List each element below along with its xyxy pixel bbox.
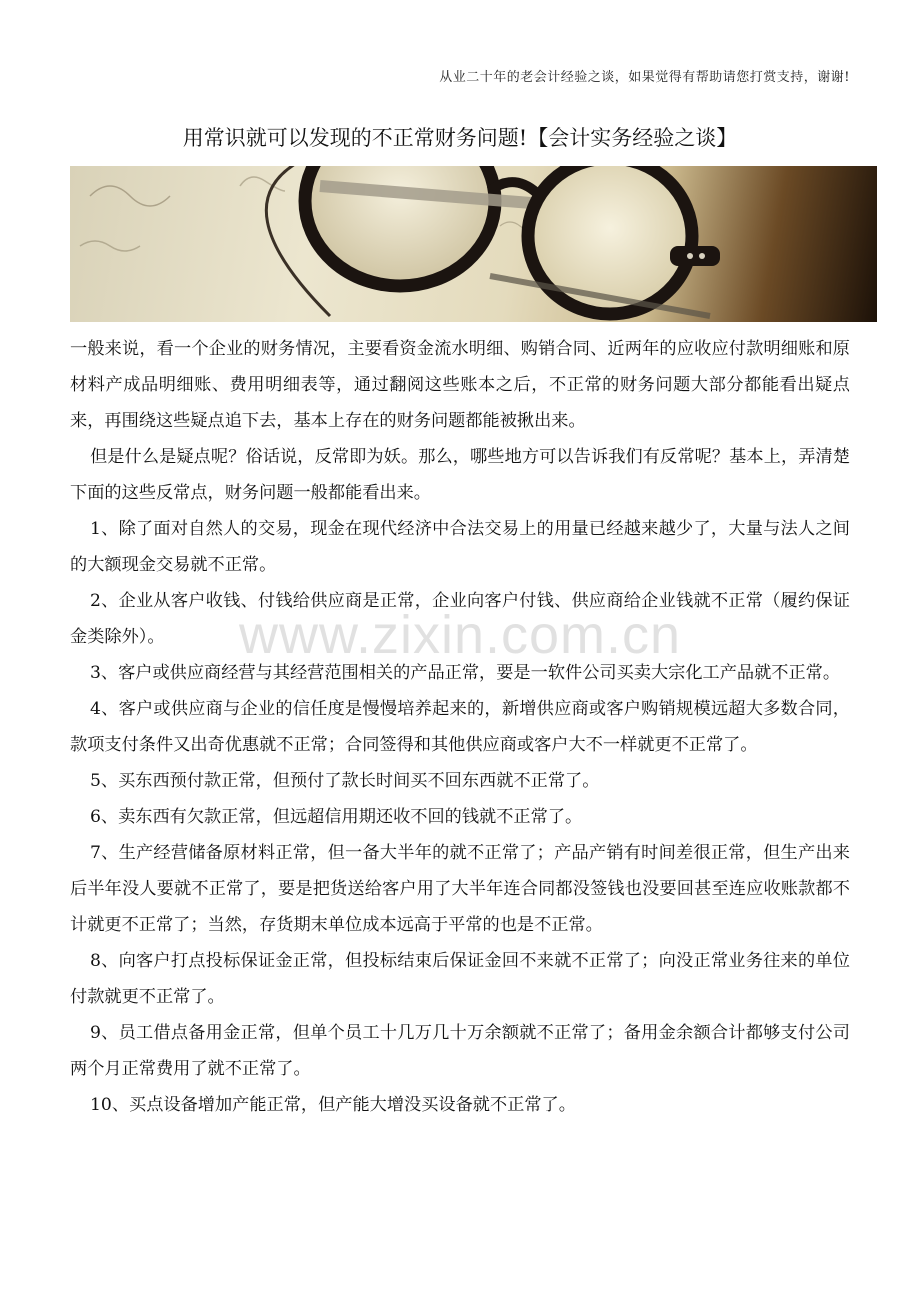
- list-item: 3、客户或供应商经营与其经营范围相关的产品正常，要是一软件公司买卖大宗化工产品就不正常。: [90, 663, 841, 683]
- list-item: 10、买点设备增加产能正常，但产能大增没买设备就不正常了。: [90, 1095, 576, 1115]
- list-item: 1、除了面对自然人的交易，现金在现代经济中合法交易上的用量已经越来越少了，大量与法人之间的大额现金交易就不正常。: [70, 519, 850, 575]
- paragraph: 但是什么是疑点呢？俗话说，反常即为妖。那么，哪些地方可以告诉我们有反常呢？基本上，弄清楚下面的这些反常点，财务问题一般都能看出来。: [70, 447, 850, 503]
- glasses-illustration: [70, 166, 877, 322]
- list-item: 9、员工借点备用金正常，但单个员工十几万几十万余额就不正常了；备用金余额合计都够支付公司两个月正常费用了就不正常了。: [70, 1023, 850, 1079]
- list-item: 8、向客户打点投标保证金正常，但投标结束后保证金回不来就不正常了；向没正常业务往来的单位付款就更不正常了。: [70, 951, 850, 1007]
- list-item: 2、企业从客户收钱、付钱给供应商是正常，企业向客户付钱、供应商给企业钱就不正常（履约保证金类除外）。: [70, 591, 850, 647]
- list-item: 6、卖东西有欠款正常，但远超信用期还收不回的钱就不正常了。: [90, 807, 583, 827]
- header-note: 从业二十年的老会计经验之谈，如果觉得有帮助请您打赏支持，谢谢!: [439, 70, 850, 85]
- list-item: 7、生产经营储备原材料正常，但一备大半年的就不正常了；产品产销有时间差很正常，但生产出来后半年没人要就不正常了，要是把货送给客户用了大半年连合同都没签钱也没要回甚至连应收账款都不计就更不正常了；当然，存货期末单位成本远高于平常的也是不正常。: [70, 843, 850, 935]
- list-item: 4、客户或供应商与企业的信任度是慢慢培养起来的，新增供应商或客户购销规模远超大多数合同，款项支付条件又出奇优惠就不正常；合同签得和其他供应商或客户大不一样就更不正常了。: [70, 699, 850, 755]
- article-body: [70, 331, 850, 1123]
- paragraph: 一般来说，看一个企业的财务情况，主要看资金流水明细、购销合同、近两年的应收应付款明细账和原材料产成品明细账、费用明细表等，通过翻阅这些账本之后，不正常的财务问题大部分都能看出疑点来，再围绕这些疑点追下去，基本上存在的财务问题都能被揪出来。: [70, 339, 850, 431]
- banner-image: [70, 166, 877, 322]
- page-title: 用常识就可以发现的不正常财务问题!【会计实务经验之谈】: [182, 126, 738, 150]
- watermark: www.zixin.com.cn: [238, 605, 682, 665]
- list-item: 5、买东西预付款正常，但预付了款长时间买不回东西就不正常了。: [90, 771, 600, 791]
